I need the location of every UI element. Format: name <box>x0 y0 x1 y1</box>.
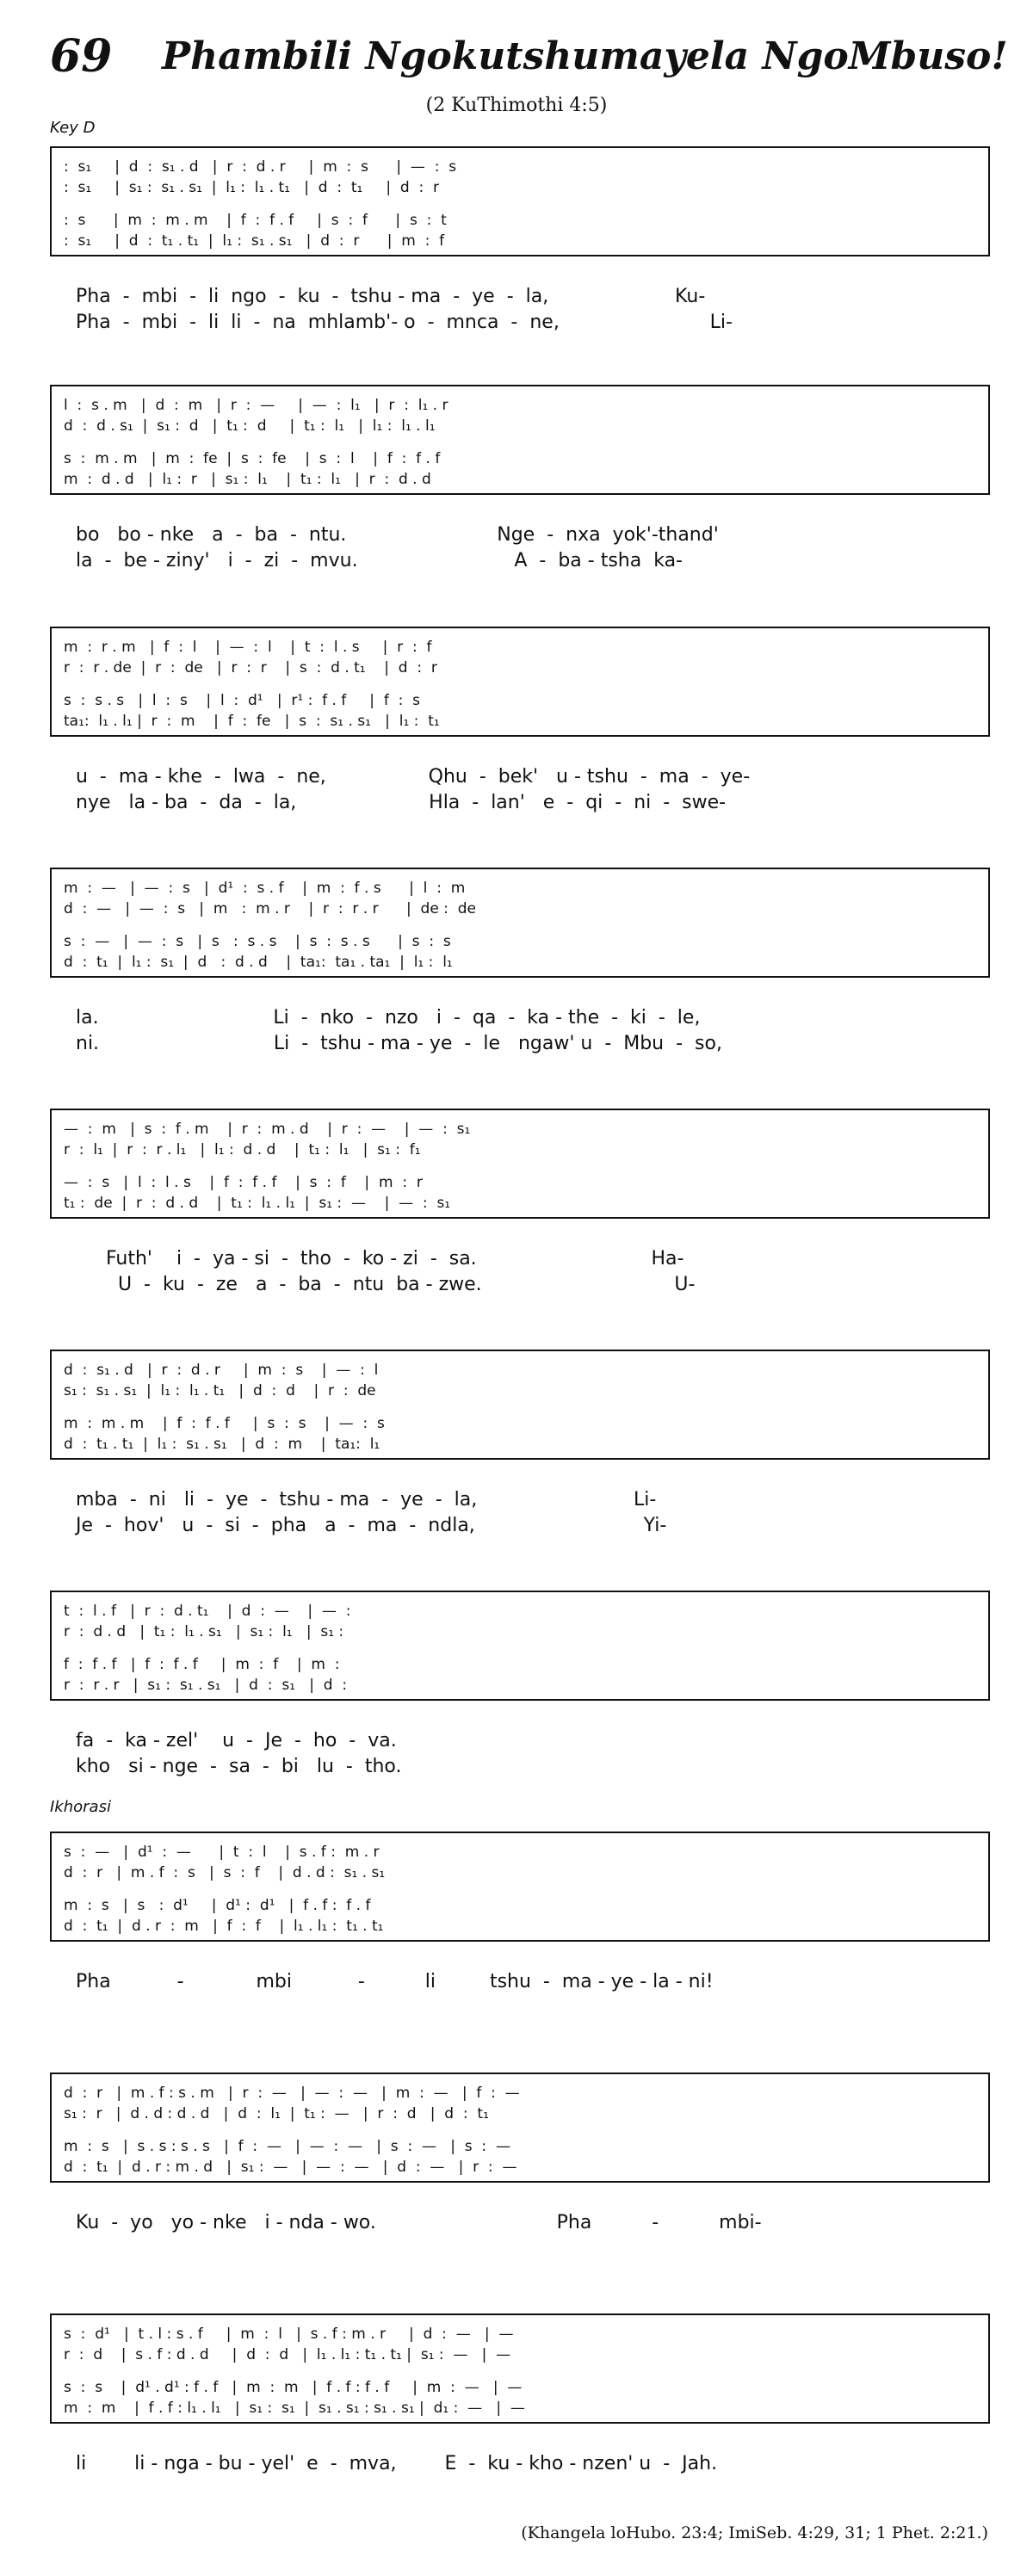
lyric-line: Pha - mbi - li tshu - ma - ye - la - ni! <box>76 1971 714 1992</box>
lyric-line: Je - hov' u - si - pha a - ma - ndla, Yi- <box>76 1515 667 1536</box>
note-text: — : m | s : f . m | r : m . d | r : — | — : s₁ <box>64 1121 471 1138</box>
note-row <box>52 878 988 899</box>
music-staff-6 <box>50 1350 990 1460</box>
note-text: s₁ : r | d . d : d . d | d : l₁ | t₁ : — | r : d | d : t₁ <box>64 2105 489 2122</box>
note-text: s : s . s | l : s | l : d¹ | r¹ : f . f | f : s <box>64 692 421 709</box>
note-text: m : s | s : d¹ | d¹ : d¹ | f . f : f . f <box>64 1897 371 1914</box>
note-text: r : r . de | r : de | r : r | s : d . t₁ | d : r <box>64 659 437 676</box>
note-text: s₁ : s₁ . s₁ | l₁ : l₁ . t₁ | d : d | r : de <box>64 1382 376 1399</box>
music-staff-8 <box>50 1832 990 1942</box>
lyric-line: U - ku - ze a - ba - ntu ba - zwe. U- <box>76 1274 696 1295</box>
note-row <box>52 1842 988 1863</box>
note-row <box>52 2324 988 2344</box>
note-row <box>52 1601 988 1622</box>
music-staff-1 <box>50 146 990 256</box>
note-text: l : s . m | d : m | r : — | — : l₁ | r : l₁ . r <box>64 397 448 414</box>
note-text: d : r | m . f : s | s : f | d . d : s₁ . s₁ <box>64 1864 386 1881</box>
note-row <box>52 157 988 177</box>
note-text: m : s | s . s : s . s | f : — | — : — | s : — | s : — <box>64 2138 510 2155</box>
note-text: r : r . r | s₁ : s₁ . s₁ | d : s₁ | d : <box>64 1677 348 1694</box>
lyric-line: fa - ka - zel' u - Je - ho - va. <box>76 1730 397 1751</box>
note-text: : s₁ | d : t₁ . t₁ | l₁ : s₁ . s₁ | d : r | m : f <box>64 232 445 250</box>
note-row <box>52 1863 988 1883</box>
note-row <box>52 637 988 658</box>
note-text: m : m . m | f : f . f | s : s | — : s <box>64 1415 385 1432</box>
note-text: t₁ : de | r : d . d | t₁ : l₁ . l₁ | s₁ : — | — : s₁ <box>64 1195 451 1212</box>
note-text: d : t₁ | l₁ : s₁ | d : d . d | ta₁: ta₁ . ta₁ | l₁ : l₁ <box>64 954 453 971</box>
note-row <box>52 2377 988 2398</box>
chorus-label: Ikhorasi <box>50 1798 111 1816</box>
note-text: : s | m : m . m | f : f . f | s : f | s : t <box>64 212 447 229</box>
note-row <box>52 2398 988 2418</box>
note-row <box>52 448 988 469</box>
note-row <box>52 1193 988 1214</box>
hymn-title: Phambili Ngokutshumayela NgoMbuso! <box>162 34 1008 78</box>
note-text: d : — | — : s | m : m . r | r : r . r | de : de <box>64 900 476 917</box>
note-text: : s₁ | d : s₁ . d | r : d . r | m : s | — : s <box>64 158 457 176</box>
lyric-line: ni. Li - tshu - ma - ye - le ngaw' u - Mbu - so, <box>76 1033 722 1054</box>
lyric-line: Ku - yo yo - nke i - nda - wo. Pha - mbi- <box>76 2212 762 2233</box>
note-row <box>52 2136 988 2157</box>
note-row <box>52 952 988 973</box>
note-row <box>52 690 988 711</box>
note-row <box>52 395 988 416</box>
lyric-line: kho si - nge - sa - bi lu - tho. <box>76 1756 402 1777</box>
note-row <box>52 1675 988 1696</box>
note-row <box>52 1172 988 1193</box>
lyric-line: Pha - mbi - li li - na mhlamb'- o - mnca - ne, Li- <box>76 312 733 333</box>
note-text: d : r | m . f : s . m | r : — | — : — | m : — | f : — <box>64 2085 520 2102</box>
note-row <box>52 469 988 490</box>
note-row <box>52 1381 988 1401</box>
note-row <box>52 2157 988 2178</box>
note-text: m : m | f . f : l₁ . l₁ | s₁ : s₁ | s₁ . s₁ : s₁ . s₁ | d₁ : — | — <box>64 2400 525 2417</box>
note-row <box>52 1119 988 1140</box>
music-staff-9 <box>50 2073 990 2183</box>
note-row <box>52 231 988 251</box>
note-text: — : s | l : l . s | f : f . f | s : f | m : r <box>64 1174 423 1191</box>
note-row <box>52 2344 988 2365</box>
note-text: s : d¹ | t . l : s . f | m : l | s . f : m . r | d : — | — <box>64 2326 514 2343</box>
note-row <box>52 1916 988 1937</box>
note-text: : s₁ | s₁ : s₁ . s₁ | l₁ : l₁ . t₁ | d : t₁ | d : r <box>64 179 440 196</box>
note-row <box>52 1360 988 1381</box>
music-staff-2 <box>50 385 990 495</box>
key-signature: Key D <box>50 119 96 137</box>
note-row <box>52 931 988 952</box>
lyric-line: la. Li - nko - nzo i - qa - ka - the - ki - le, <box>76 1007 701 1029</box>
lyric-line: la - be - ziny' i - zi - mvu. A - ba - tsha ka- <box>76 550 683 571</box>
note-text: r : d | s . f : d . d | d : d | l₁ . l₁ : t₁ . t₁ | s₁ : — | — <box>64 2346 511 2363</box>
note-text: d : t₁ | d . r : m . d | s₁ : — | — : — | d : — | r : — <box>64 2159 517 2176</box>
music-staff-4 <box>50 868 990 978</box>
lyric-line: u - ma - khe - lwa - ne, Qhu - bek' u - tshu - ma - ye- <box>76 766 751 788</box>
music-staff-3 <box>50 627 990 737</box>
note-row <box>52 1622 988 1642</box>
note-row <box>52 711 988 732</box>
note-row <box>52 2083 988 2103</box>
note-row <box>52 1140 988 1160</box>
note-row <box>52 210 988 231</box>
note-row <box>52 2103 988 2124</box>
note-text: s : m . m | m : fe | s : fe | s : l | f : f . f <box>64 450 441 467</box>
note-text: d : d . s₁ | s₁ : d | t₁ : d | t₁ : l₁ | l₁ : l₁ . l₁ <box>64 417 436 435</box>
note-text: s : s | d¹ . d¹ : f . f | m : m | f . f : f . f | m : — | — <box>64 2379 523 2396</box>
note-text: s : — | d¹ : — | t : l | s . f : m . r <box>64 1844 380 1861</box>
note-row <box>52 899 988 919</box>
note-text: d : t₁ . t₁ | l₁ : s₁ . s₁ | d : m | ta₁: l₁ <box>64 1436 380 1453</box>
note-row <box>52 1413 988 1434</box>
music-staff-10 <box>50 2313 990 2424</box>
note-text: d : s₁ . d | r : d . r | m : s | — : l <box>64 1362 379 1379</box>
note-row <box>52 1895 988 1916</box>
hymn-header <box>0 0 1033 146</box>
note-text: s : — | — : s | s : s . s | s : s . s | s : s <box>64 933 451 950</box>
music-staff-5 <box>50 1109 990 1219</box>
note-row <box>52 658 988 678</box>
hymn-number: 69 <box>50 30 113 83</box>
note-row <box>52 177 988 198</box>
lyric-line: Futh' i - ya - si - tho - ko - zi - sa. Ha- <box>76 1248 684 1269</box>
lyric-line: Pha - mbi - li ngo - ku - tshu - ma - ye - la, Ku- <box>76 286 706 307</box>
note-text: m : — | — : s | d¹ : s . f | m : f . s | l : m <box>64 880 466 897</box>
lyric-line: nye la - ba - da - la, Hla - lan' e - qi - ni - swe- <box>76 792 727 813</box>
note-row <box>52 1434 988 1455</box>
lyric-line: li li - nga - bu - yel' e - mva, E - ku - kho - nzen' u - Jah. <box>76 2453 718 2474</box>
footer-references: (Khangela loHubo. 23:4; ImiSeb. 4:29, 31; 1 Phet. 2:21.) <box>521 2523 988 2542</box>
note-text: t : l . f | r : d . t₁ | d : — | — : <box>64 1603 351 1620</box>
note-text: m : r . m | f : l | — : l | t : l . s | r : f <box>64 639 432 656</box>
note-text: r : d . d | t₁ : l₁ . s₁ | s₁ : l₁ | s₁ : <box>64 1623 344 1640</box>
note-row <box>52 416 988 436</box>
note-text: d : t₁ | d . r : m | f : f | l₁ . l₁ : t₁ . t₁ <box>64 1918 384 1935</box>
lyric-line: bo bo - nke a - ba - ntu. Nge - nxa yok'-thand' <box>76 524 719 546</box>
lyric-line: mba - ni li - ye - tshu - ma - ye - la, Li- <box>76 1489 657 1510</box>
scripture-reference: (2 KuThimothi 4:5) <box>425 95 608 116</box>
note-text: f : f . f | f : f . f | m : f | m : <box>64 1656 340 1673</box>
music-staff-7 <box>50 1591 990 1701</box>
note-row <box>52 1654 988 1675</box>
note-text: m : d . d | l₁ : r | s₁ : l₁ | t₁ : l₁ | r : d . d <box>64 471 431 488</box>
note-text: ta₁: l₁ . l₁ | r : m | f : fe | s : s₁ . s₁ | l₁ : t₁ <box>64 713 440 730</box>
note-text: r : l₁ | r : r . l₁ | l₁ : d . d | t₁ : l₁ | s₁ : f₁ <box>64 1141 421 1158</box>
